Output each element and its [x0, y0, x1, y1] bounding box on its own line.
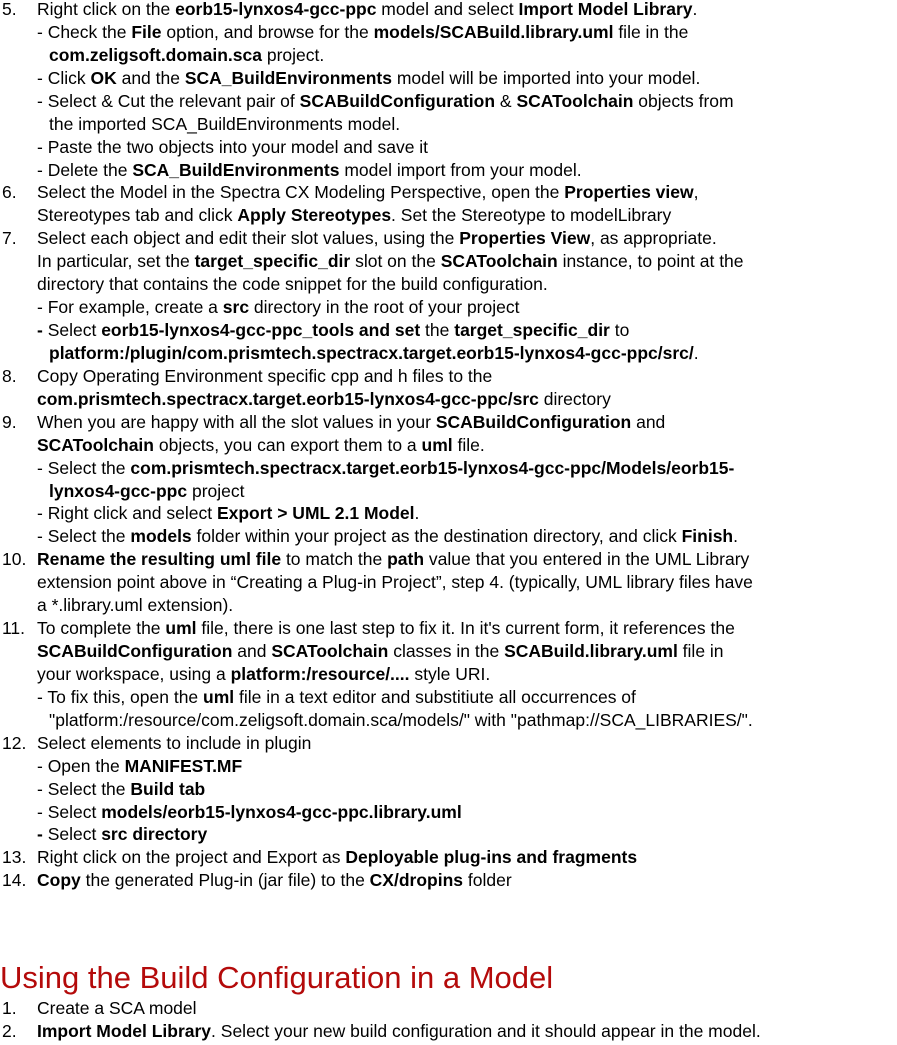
text-run: model and select	[376, 0, 519, 19]
line-text	[37, 617, 735, 639]
text-run: - Paste the two objects into your model and save it	[37, 136, 429, 157]
step-number: 12.	[2, 732, 27, 753]
text-run: style URI.	[409, 663, 491, 684]
bold-text: target_specific_dir	[194, 251, 351, 272]
bold-text: File	[131, 21, 162, 42]
text-run: Create a SCA model	[37, 998, 197, 1018]
bold-text: Export > UML 2.1 Model	[216, 503, 415, 524]
text-run: project	[187, 480, 245, 501]
text-run: option, and browse for the	[161, 21, 374, 42]
bold-text: SCAToolchain	[37, 434, 154, 455]
text-run: the imported SCA_BuildEnvironments model.	[49, 113, 401, 134]
line-text	[37, 181, 699, 203]
line-text	[37, 273, 548, 295]
text-run: - Select	[37, 801, 102, 822]
text-run: In particular, set the	[37, 251, 195, 272]
bold-text: src	[222, 297, 250, 318]
step-number: 7.	[2, 228, 17, 249]
bold-text: com.zeligsoft.domain.sca	[49, 44, 262, 65]
section-heading: Using the Build Configuration in a Model	[0, 960, 554, 995]
step-number: 9.	[2, 411, 17, 432]
line-text	[37, 388, 611, 410]
line-text	[49, 44, 324, 66]
text-run: value that you entered in the UML Library	[424, 549, 750, 570]
line-text	[37, 997, 197, 1019]
line-text	[49, 342, 699, 364]
bold-text: uml	[165, 618, 197, 639]
text-run: . Select your new build configuration and it should appear in the model.	[211, 1020, 761, 1041]
bold-text: SCABuild.library.uml	[504, 641, 678, 662]
line-text	[37, 502, 419, 524]
bold-text: SCABuildConfiguration	[299, 90, 496, 111]
bold-text: com.prismtech.spectracx.target.eorb15-lynxos4-gcc-ppc/Models/eorb15-	[130, 457, 735, 478]
text-run: and	[232, 641, 272, 662]
bold-text: -	[37, 824, 48, 845]
text-run: model will be imported into your model.	[391, 67, 701, 88]
bold-text: Rename the resulting uml file	[37, 549, 282, 570]
line-text	[37, 640, 724, 662]
step-number: 10.	[2, 549, 27, 570]
bold-text: models/eorb15-lynxos4-gcc-ppc.library.uml	[101, 801, 462, 822]
text-run: file in the	[613, 21, 689, 42]
text-run: Select elements to include in plugin	[37, 732, 312, 753]
bold-text: uml	[203, 686, 235, 707]
line-text	[37, 846, 637, 868]
bold-text: MANIFEST.MF	[124, 755, 243, 776]
bold-text: Apply Stereotypes	[237, 205, 392, 226]
step-number: 6.	[2, 182, 17, 203]
line-text	[37, 1020, 761, 1042]
step-number: 11.	[2, 618, 26, 639]
text-run: Select	[47, 824, 102, 845]
text-run: .	[692, 0, 698, 19]
line-text	[37, 571, 753, 593]
step-number: 1.	[2, 998, 17, 1018]
bold-text: models/SCABuild.library.uml	[373, 21, 614, 42]
text-run: Stereotypes tab and click	[37, 205, 238, 226]
text-run: directory in the root of your project	[249, 297, 520, 318]
text-run: folder	[463, 870, 512, 891]
text-run: - Click	[37, 67, 91, 88]
text-run: - Check the	[37, 21, 132, 42]
text-run: slot on the	[350, 251, 441, 272]
text-run: model import from your model.	[339, 159, 582, 180]
line-text	[37, 823, 207, 845]
bold-text: Build tab	[130, 778, 206, 799]
line-text	[37, 548, 749, 570]
text-run: - For example, create a	[37, 297, 223, 318]
bold-text: platform:/resource/....	[230, 663, 410, 684]
text-run: .	[693, 342, 699, 363]
line-text	[37, 594, 233, 616]
bold-text: Import Model Library	[37, 1020, 212, 1041]
text-run: classes in the	[388, 641, 505, 662]
text-run: directory	[538, 388, 611, 409]
line-text	[37, 0, 697, 20]
bold-text: uml	[421, 434, 453, 455]
text-run: , as appropriate.	[590, 228, 717, 249]
line-text	[37, 434, 485, 456]
bold-text: SCABuildConfiguration	[37, 641, 233, 662]
text-run: - Open the	[37, 755, 125, 776]
text-run: - Select the	[37, 457, 131, 478]
line-text	[37, 250, 744, 272]
line-text	[37, 525, 738, 547]
text-run: a *.library.uml extension).	[37, 595, 234, 616]
line-text	[37, 778, 205, 800]
text-run: "platform:/resource/com.zeligsoft.domain.sca/models/" with "pathmap://SCA_LIBRARIES/".	[49, 709, 753, 730]
text-run: objects from	[633, 90, 734, 111]
bold-text: src directory	[101, 824, 208, 845]
text-run: Select each object and edit their slot values, using the	[37, 228, 460, 249]
line-text	[37, 90, 734, 112]
text-run: instance, to point at the	[557, 251, 744, 272]
bold-text: Deployable plug-ins and fragments	[345, 847, 638, 868]
bold-text: eorb15-lynxos4-gcc-ppc	[175, 0, 377, 19]
text-run: - Select & Cut the relevant pair of	[37, 90, 300, 111]
step-number: 2.	[2, 1020, 17, 1041]
bold-text: target_specific_dir	[454, 320, 610, 341]
text-run: To complete the	[37, 618, 166, 639]
bold-text: lynxos4-gcc-ppc	[49, 480, 188, 501]
bold-text: CX/dropins	[369, 870, 464, 891]
step-number: 13.	[2, 847, 27, 868]
text-run: Select the Model in the Spectra CX Modeling Perspective, open the	[37, 182, 565, 203]
text-run: file in	[677, 641, 724, 662]
text-run: and	[631, 411, 666, 432]
line-text	[37, 457, 734, 479]
line-text	[37, 365, 492, 387]
line-text	[37, 801, 462, 823]
bold-text: Finish	[681, 526, 734, 547]
bold-text: models	[130, 526, 192, 547]
line-text	[37, 136, 428, 158]
text-run: file, there is one last step to fix it. In it's current form, it references the	[196, 618, 735, 639]
bold-text: SCAToolchain	[271, 641, 389, 662]
text-run: to	[609, 320, 630, 341]
text-run: and the	[116, 67, 185, 88]
bold-text: SCABuildConfiguration	[435, 411, 632, 432]
bold-text: Copy	[37, 870, 81, 891]
bold-text: eorb15-lynxos4-gcc-ppc_tools and set	[101, 320, 421, 341]
step-number: 14.	[2, 870, 27, 891]
bold-text: Properties View	[459, 228, 591, 249]
bold-text: path	[387, 549, 425, 570]
line-text	[37, 159, 582, 181]
line-text	[37, 686, 636, 708]
text-run: .	[733, 526, 738, 547]
line-text	[37, 296, 519, 318]
text-run: file.	[452, 434, 485, 455]
text-run: the	[420, 320, 455, 341]
step-number: 5.	[2, 0, 17, 19]
bold-text: platform:/plugin/com.prismtech.spectracx.target.eorb15-lynxos4-gcc-ppc/src/	[49, 342, 694, 363]
line-text	[49, 480, 245, 502]
bold-text: SCAToolchain	[440, 251, 558, 272]
line-text	[37, 869, 512, 891]
text-run: the generated Plug-in (jar file) to the	[80, 870, 370, 891]
text-run: file in a text editor and substitiute all occurrences of	[234, 686, 636, 707]
bold-text: com.prismtech.spectracx.target.eorb15-lynxos4-gcc-ppc/src	[37, 388, 539, 409]
line-text	[37, 411, 665, 433]
line-text	[37, 227, 717, 249]
text-run: &	[495, 90, 517, 111]
bold-text: SCAToolchain	[516, 90, 634, 111]
bold-text: OK	[90, 67, 117, 88]
bold-text: SCA_BuildEnvironments	[184, 67, 392, 88]
line-text	[37, 732, 311, 754]
line-text	[37, 663, 490, 685]
bold-text: SCA_BuildEnvironments	[132, 159, 340, 180]
line-text	[49, 709, 753, 731]
text-run: - Delete the	[37, 159, 133, 180]
text-run: - Select the	[37, 778, 131, 799]
bold-text: Properties view	[564, 182, 694, 203]
line-text	[37, 67, 700, 89]
line-text	[37, 21, 688, 43]
text-run: extension point above in “Creating a Plug-in Project”, step 4. (typically, UML library files have	[37, 572, 753, 593]
text-run: When you are happy with all the slot values in your	[37, 411, 436, 432]
text-run: to match the	[281, 549, 388, 570]
text-run: ,	[693, 182, 699, 203]
text-run: directory that contains the code snippet for the build configuration.	[37, 274, 548, 295]
bold-text: Import Model Library	[518, 0, 693, 19]
text-run: Select	[47, 320, 102, 341]
text-run: objects, you can export them to a	[154, 434, 422, 455]
text-run: Right click on the project and Export as	[37, 847, 346, 868]
line-text	[37, 755, 242, 777]
bold-text: -	[37, 320, 48, 341]
text-run: - To fix this, open the	[37, 686, 204, 707]
text-run: Right click on the	[37, 0, 176, 19]
text-run: .	[414, 503, 420, 524]
text-run: Copy Operating Environment specific cpp and h files to the	[37, 365, 493, 386]
line-text	[37, 319, 629, 341]
text-run: - Right click and select	[37, 503, 217, 524]
text-run: folder within your project as the destination directory, and click	[191, 526, 682, 547]
text-run: project.	[261, 44, 325, 65]
step-number: 8.	[2, 365, 17, 386]
text-run: your workspace, using a	[37, 663, 231, 684]
text-run: . Set the Stereotype to modelLibrary	[391, 205, 672, 226]
line-text	[49, 113, 400, 135]
line-text	[37, 204, 671, 226]
text-run: - Select the	[37, 526, 131, 547]
